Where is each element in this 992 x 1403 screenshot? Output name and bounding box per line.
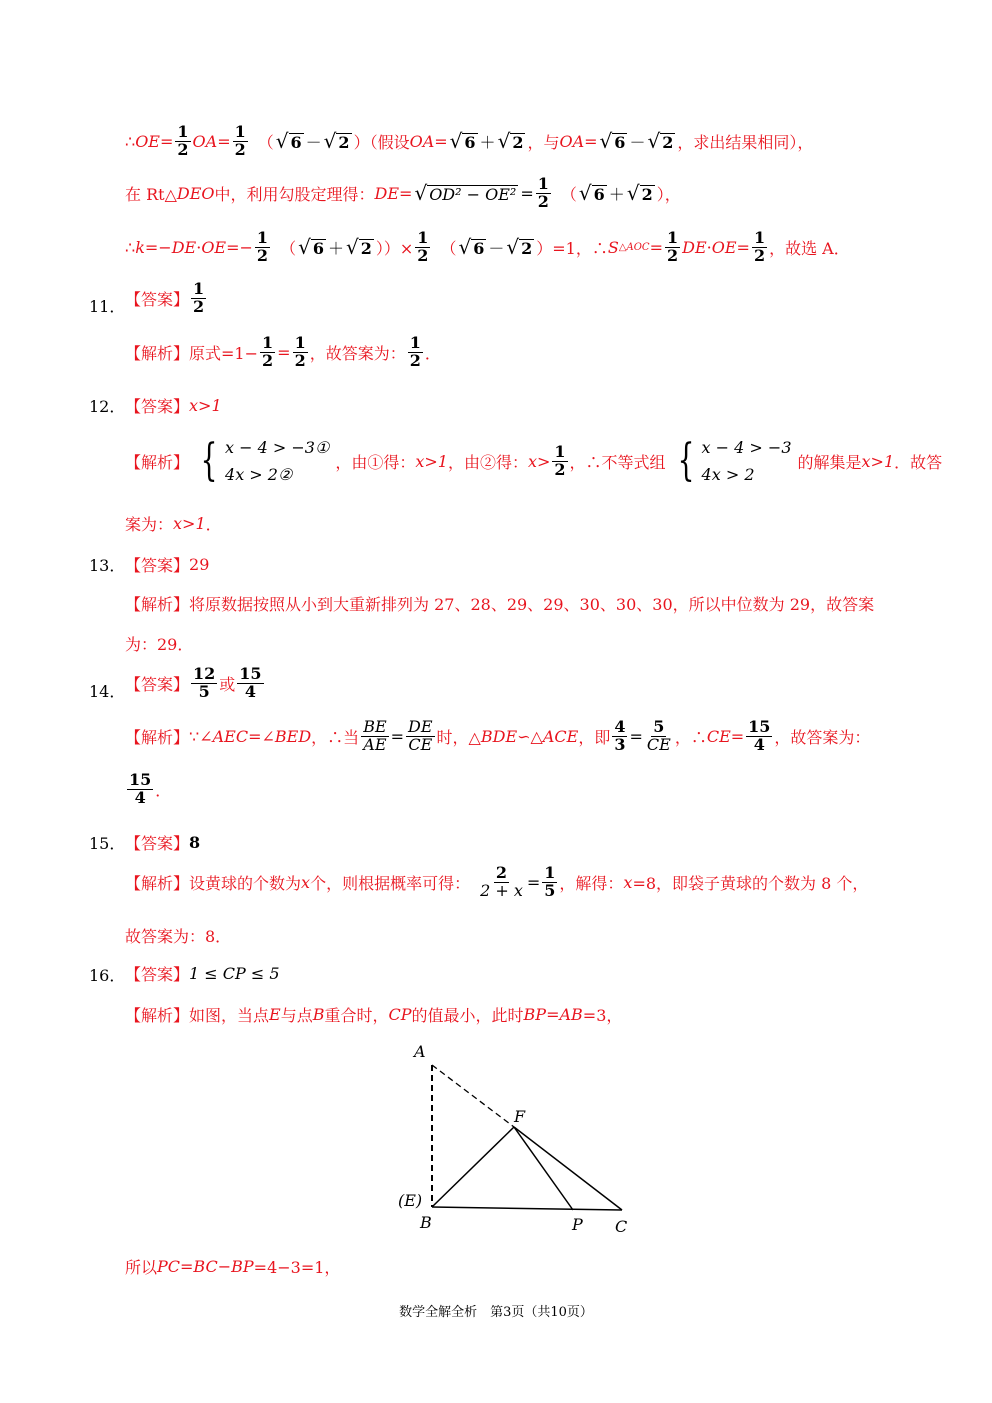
sqrt-2: √ 2 [647, 129, 674, 154]
q12-analysis-cont: 案为： x>1 ． [125, 514, 222, 534]
label-c: C [615, 1217, 628, 1236]
fraction-15-4: $\frac{15}{4}$ [129, 770, 152, 807]
fraction-4-3: $\frac{4}{3}$ [614, 717, 626, 754]
preamble-line-3: ∴ k =− DE · OE =− $\frac{1}{2}$ （ √ 6 ＋ √ 2 ））× $\frac{1}{2}$ （ √ 6 － √ 2 ）=1，∴ S △AOC = $\frac{1}{2}$ DE · OE = $\frac{1}{2}$ ，故选 A． [125, 228, 850, 265]
fraction-half: $\frac{1}{2}$ [537, 174, 549, 211]
sqrt-2: √ 2 [497, 129, 524, 154]
q11-answer: 【答案】 $\frac{1}{2}$ [125, 279, 205, 316]
geometry-figure [390, 1040, 640, 1240]
label-p: P [572, 1215, 583, 1234]
fraction-12-5: $\frac{12}{5}$ [193, 664, 216, 701]
fraction-half: $\frac{1}{2}$ [666, 228, 679, 265]
segment-bf [432, 1127, 514, 1207]
q15-answer: 【答案】 8 [125, 833, 201, 853]
q16-final: 所以 PC=BC−BP =4−3=1， [125, 1257, 341, 1277]
preamble-line-1: ∴ OE = $\frac{1}{2}$ OA = $\frac{1}{2}$ （ √ 6 － √ 2 ）（假设 OA = √ 6 ＋ √ 2 ，与 OA = √ 6 － √ 2 ，求出结果相同）， [125, 122, 814, 159]
preamble-line-2: 在 Rt△ DEO 中，利用勾股定理得： DE = √ OD² − OE² = $\frac{1}{2}$ （ √ 6 ＋ √ 2 ）， [125, 174, 681, 211]
sqrt-2: √ 2 [626, 181, 653, 206]
fraction-5-ce: $\frac{5}{CE}$ [646, 717, 671, 754]
q16-answer: 【答案】 1 ≤ CP ≤ 5 [125, 964, 280, 984]
q14-answer: 【答案】 $\frac{12}{5}$ 或 $\frac{15}{4}$ [125, 664, 262, 701]
q14-analysis-cont: $\frac{15}{4}$ ． [129, 770, 172, 807]
fraction-15-4: $\frac{15}{4}$ [748, 717, 771, 754]
q16-analysis: 【解析】 如图，当点 E 与点 B 重合时， CP 的值最小，此时 BP=AB =3， [125, 1005, 623, 1025]
q12-analysis: 【解析】 { x − 4 > −3① 4x > 2② ，由①得： x>1 ，由②得： x> $\frac{1}{2}$ ，∴不等式组 { x − 4 > −3 4x > 2 的解集是 x>1 ．故答 [125, 434, 942, 488]
fraction-half: $\frac{1}{2}$ [554, 441, 566, 479]
fraction-15-4: $\frac{15}{4}$ [239, 664, 262, 701]
sqrt-6: √ 6 [449, 129, 476, 154]
sqrt-2: √ 2 [506, 235, 533, 260]
question-number: 15． [89, 834, 126, 853]
inequality-system: { x − 4 > −3① 4x > 2② [200, 435, 330, 487]
sqrt-2: √ 2 [345, 235, 372, 260]
segment-bc [432, 1207, 622, 1210]
q13-analysis-cont: 为：29． [125, 635, 194, 654]
sqrt-6: √ 6 [599, 129, 626, 154]
question-number: 14． [89, 682, 126, 701]
q13-answer: 【答案】 29 [125, 555, 210, 575]
fraction-de-ce: $\frac{DE}{CE}$ [408, 717, 433, 754]
fraction-half: $\frac{1}{2}$ [193, 279, 205, 316]
fraction-half: $\frac{1}{2}$ [177, 122, 189, 159]
fraction-half: $\frac{1}{2}$ [262, 333, 274, 370]
q14-analysis: 【解析】 ∵∠ AEC =∠ BED ，∴当 $\frac{BE}{AE}$ = $\frac{DE}{CE}$ 时，△ BDE ∽△ ACE ，即 $\frac{4}{3}$ = $\frac{5}{CE}$ ，∴ CE = $\frac{15}{4}$ ，故答案为： [125, 717, 871, 754]
question-number: 16． [89, 966, 126, 985]
fraction-half: $\frac{1}{2}$ [409, 333, 421, 370]
fraction-2-2x: $\frac{2}{2 + x}$ [480, 863, 523, 900]
label-f: F [514, 1107, 526, 1126]
question-number: 11． [89, 297, 126, 316]
segment-fc [514, 1127, 622, 1210]
page-footer: 数学全解全析 第3页（共10页） [399, 1305, 593, 1320]
q11-analysis: 【解析】 原式=1− $\frac{1}{2}$ = $\frac{1}{2}$ ，故答案为： $\frac{1}{2}$ ． [125, 333, 441, 370]
fraction-half: $\frac{1}{2}$ [256, 228, 269, 265]
label-a: A [414, 1042, 426, 1061]
fraction-half: $\frac{1}{2}$ [417, 228, 429, 265]
sqrt-6: √ 6 [458, 235, 485, 260]
sqrt-6: √ 6 [578, 181, 605, 206]
fraction-half: $\frac{1}{2}$ [753, 228, 766, 265]
question-number: 13． [89, 556, 126, 575]
q15-analysis: 【解析】 设黄球的个数为 x 个，则根据概率可得： $\frac{2}{2 + x}$ = $\frac{1}{5}$ ，解得： x =8，即袋子黄球的个数为 8 个， [125, 863, 869, 900]
sqrt-2: √ 2 [323, 129, 350, 154]
question-number: 12． [89, 397, 126, 416]
sqrt-6: √ 6 [298, 235, 324, 260]
sqrt-6: √ 6 [275, 129, 302, 154]
fraction-be-ae: $\frac{BE}{AE}$ [363, 717, 387, 754]
q15-analysis-cont: 故答案为：8． [125, 927, 232, 946]
q13-analysis: 【解析】 将原数据按照从小到大重新排列为 27、28、29、29、30、30、30，所以中位数为 29，故答案 [125, 595, 875, 614]
label-e: (E) [398, 1191, 423, 1210]
q12-answer: 【答案】 x>1 [125, 396, 222, 416]
fraction-half: $\frac{1}{2}$ [234, 122, 246, 159]
segment-af [432, 1065, 514, 1127]
fraction-1-5: $\frac{1}{5}$ [544, 863, 556, 900]
sqrt-od-oe: √ OD² − OE² [414, 181, 517, 206]
label-b: B [420, 1213, 432, 1232]
fraction-half: $\frac{1}{2}$ [294, 333, 306, 370]
segment-fp [514, 1127, 573, 1210]
inequality-system: { x − 4 > −3 4x > 2 [677, 435, 792, 487]
